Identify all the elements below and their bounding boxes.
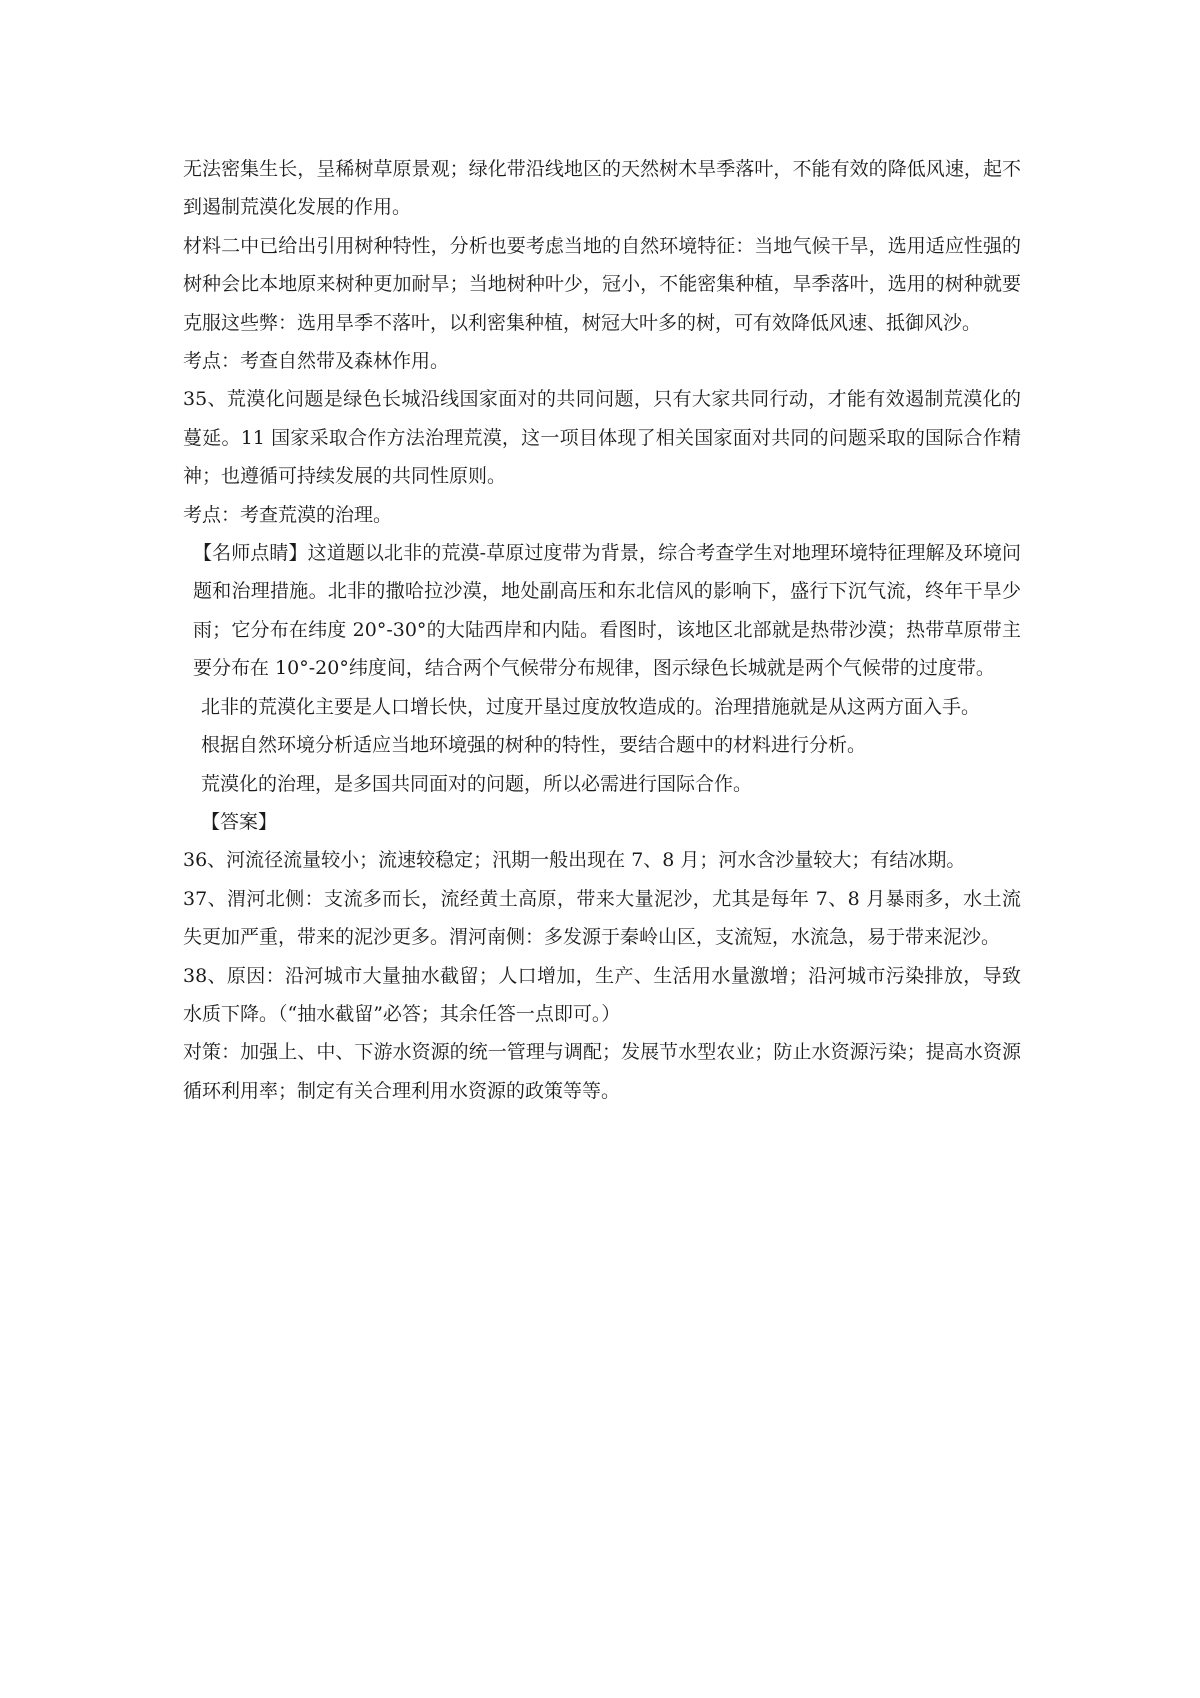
paragraph-international-cooperation: 荒漠化的治理，是多国共同面对的问题，所以必需进行国际合作。 <box>201 772 753 795</box>
paragraph-material-two-analysis: 材料二中已给出引用树种特性，分析也要考虑当地的自然环境特征：当地气候干旱，选用适应性强的树种会比本地原来树种更加耐旱；当地树种叶少，冠小，不能密集种植，旱季落叶，选用的树种就要克服这些弊：选用旱季不落叶，以利密集种植，树冠大叶多的树，可有效降低风速、抵御风沙。 <box>183 234 1021 334</box>
paragraph-answer-38-measures: 对策：加强上、中、下游水资源的统一管理与调配；发展节水型农业；防止水资源污染；提高水资源循环利用率；制定有关合理利用水资源的政策等等。 <box>183 1041 1021 1102</box>
paragraph-answer-38-reasons: 38、原因：沿河城市大量抽水截留；人口增加，生产、生活用水量激增；沿河城市污染排放，导致水质下降。（“抽水截留”必答；其余任答一点即可。） <box>183 964 1021 1025</box>
section-heading-answer: 【答案】 <box>201 810 278 833</box>
paragraph-teacher-tip: 【名师点睛】这道题以北非的荒漠-草原过度带为背景，综合考查学生对地理环境特征理解及环境问题和治理措施。北非的撒哈拉沙漠，地处副高压和东北信风的影响下，盛行下沉气流，终年干旱少雨；它分布在纬度 20°-30°的大陆西岸和内陆。看图时，该地区北部就是热带沙漠；热带草原带主要分布在 10°-20°纬度间，结合两个气候带分布规律，图示绿色长城就是两个气候带的过度带。 <box>193 542 1021 680</box>
paragraph-answer-36: 36、河流径流量较小；流速较稳定；汛期一般出现在 7、8 月；河水含沙量较大；有结冰期。 <box>183 849 966 872</box>
paragraph-desertification-cause: 北非的荒漠化主要是人口增长快，过度开垦过度放牧造成的。治理措施就是从这两方面入手。 <box>201 695 981 718</box>
document-body <box>183 150 1021 1110</box>
paragraph-tree-species: 根据自然环境分析适应当地环境强的树种的特性，要结合题中的材料进行分析。 <box>201 734 867 757</box>
paragraph-exam-point-34: 考点：考查自然带及森林作用。 <box>183 350 450 373</box>
paragraph-answer-37: 37、渭河北侧：支流多而长，流经黄土高原，带来大量泥沙，尤其是每年 7、8 月暴雨多，水土流失更加严重，带来的泥沙更多。渭河南侧：多发源于秦岭山区，支流短，水流急，易于带来泥沙。 <box>183 887 1021 949</box>
paragraph-analysis-continued: 无法密集生长，呈稀树草原景观；绿化带沿线地区的天然树木旱季落叶，不能有效的降低风速，起不到遏制荒漠化发展的作用。 <box>183 158 1021 219</box>
paragraph-answer-35: 35、荒漠化问题是绿色长城沿线国家面对的共同问题，只有大家共同行动，才能有效遏制荒漠化的蔓延。11 国家采取合作方法治理荒漠，这一项目体现了相关国家面对共同的问题采取的国际合作精神；也遵循可持续发展的共同性原则。 <box>183 388 1021 488</box>
paragraph-exam-point-35: 考点：考查荒漠的治理。 <box>183 503 393 526</box>
